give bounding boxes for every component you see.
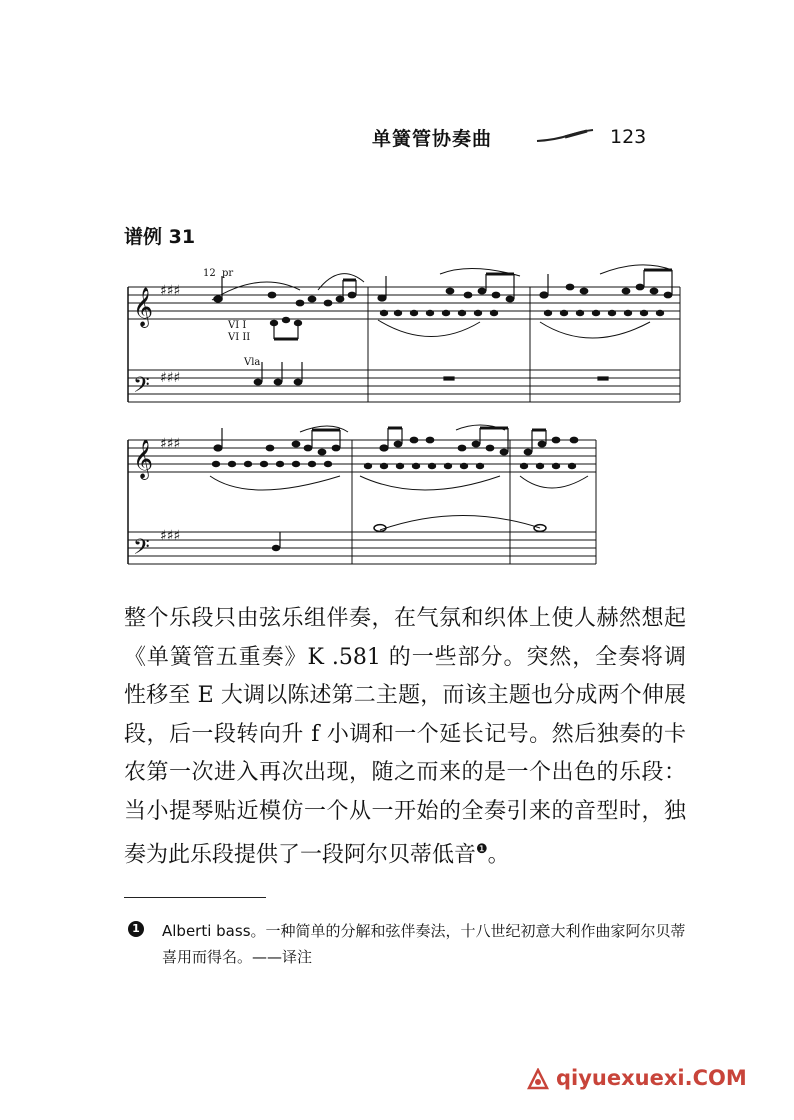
bass-clef-icon: 𝄢: [133, 535, 150, 565]
svg-text:♯♯♯: ♯♯♯: [160, 370, 181, 386]
footnote-text: Alberti bass。一种简单的分解和弦伴奏法，十八世纪初意大利作曲家阿尔贝蒂喜用而得名。——译注: [162, 922, 686, 966]
watermark-text: qiyuexuexi.COM: [556, 1066, 747, 1090]
treble-clef-icon: 𝄞: [133, 287, 154, 327]
svg-text:♯♯♯: ♯♯♯: [160, 436, 181, 452]
bass-clef-icon: 𝄢: [133, 373, 150, 403]
footnote: [132, 918, 692, 970]
system-1-notes: [212, 270, 672, 551]
body-paragraph: 整个乐段只由弦乐组伴奏，在气氛和织体上使人赫然想起《单簧管五重奏》K .581 的一些部分。突然，全奏将调性移至 E 大调以陈述第二主题，而该主题也分成两个伸展段，后一段转向升 f 小调和一个延长记号。然后独奏的卡农第一次进入再次出现，随之而来的是一个出色的乐段：当小提琴贴近模仿一个从一开始的全奏引来的音型时，独奏为此乐段提供了一段阿尔贝蒂低音$^❶$。: [124, 606, 686, 868]
footnote-reference[interactable]: ❶: [476, 842, 488, 857]
footnote-divider: [124, 897, 266, 898]
system-1-bass-staff: [128, 370, 680, 402]
viola-label: Vla: [244, 357, 261, 368]
violin-1-label: VI I: [228, 320, 247, 331]
violin-2-label: VI II: [228, 332, 251, 343]
running-title: 单簧管协奏曲: [372, 128, 493, 150]
page-number: 123: [610, 126, 647, 148]
system-2-bass-staff: [128, 532, 596, 564]
body-text: [124, 600, 686, 875]
watermark-logo-icon: [526, 1068, 550, 1090]
svg-text:♯♯♯: ♯♯♯: [160, 283, 181, 299]
footnote-marker: 1: [128, 921, 144, 937]
measure-number: 12: [203, 268, 216, 279]
svg-text:♯♯♯: ♯♯♯: [160, 528, 181, 544]
example-label: 谱例 31: [124, 226, 196, 248]
treble-clef-icon: 𝄞: [133, 439, 154, 479]
watermark: [556, 1066, 747, 1090]
ornament-marking: pr: [222, 268, 234, 279]
